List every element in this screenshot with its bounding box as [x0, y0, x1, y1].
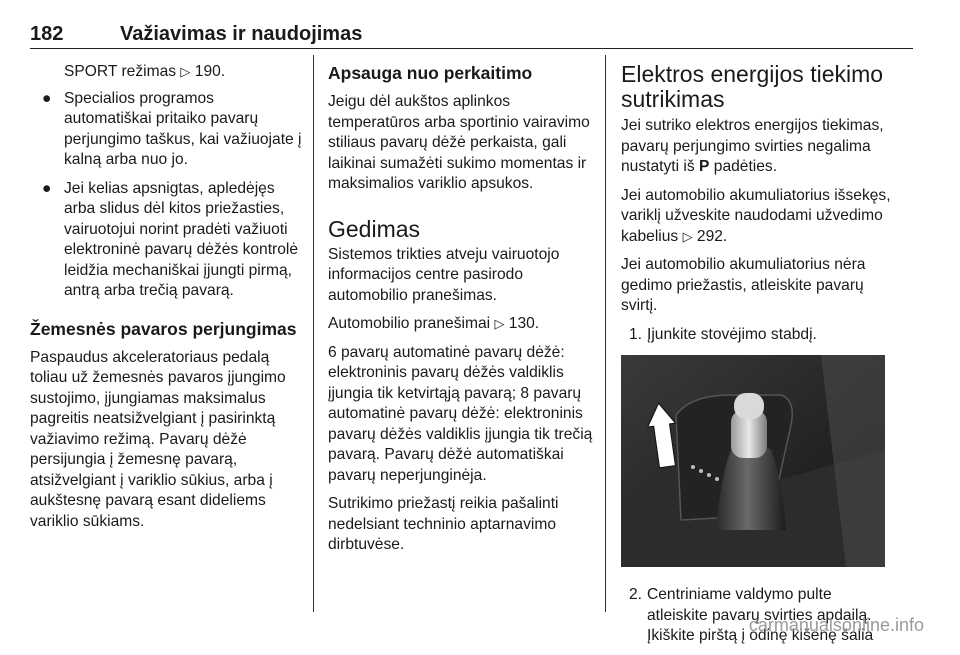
- bullet-text: Specialios programos automatiškai pritaiko pavarų perjungimo taškus, kai važiuojate į kalną arba nuo jo.: [64, 89, 302, 168]
- paragraph-text: Jei sutriko elektros energijos tiekimas, pavarų perjungimo svirties negalima nustatyti iš: [621, 117, 884, 175]
- column-1: [30, 62, 302, 540]
- paragraph: Sutrikimo priežastį reikia pašalinti nedelsiant techninio aptarnavimo dirbtuvėse.: [328, 495, 559, 553]
- page-ref: 130.: [508, 315, 540, 332]
- paragraph: Sistemos trikties atveju vairuotojo informacijos centre pasirodo automobilio pranešimas.: [328, 245, 560, 304]
- list-item: [30, 89, 302, 171]
- paragraph-text: Jei automobilio akumuliatorius išsekęs, variklį užveskite naudodami užvedimo kabelius: [621, 186, 891, 245]
- section-heading: Žemesnės pavaros perjungimas: [30, 318, 297, 339]
- paragraph-text: padėties.: [713, 158, 778, 175]
- lead-ref: 190.: [194, 63, 226, 80]
- page-title: Važiavimas ir naudojimas: [120, 23, 363, 45]
- column-2: [328, 62, 593, 564]
- page-ref-icon: ▷: [180, 64, 191, 79]
- lead-text: SPORT režimas: [64, 63, 177, 80]
- page-ref-icon: ▷: [682, 228, 693, 244]
- paragraph-text: Automobilio pranešimai: [328, 315, 491, 332]
- watermark: carmanualsonline.info: [748, 615, 924, 635]
- paragraph: [328, 314, 593, 335]
- page-header: [0, 0, 960, 50]
- gear-lever-image: [621, 355, 885, 567]
- paragraph: Paspaudus akceleratoriaus pedalą toliau už žemesnės pavaros įjungimo sustojimo, įjungiamas maksimalus pagreitis neatsižvelgiant į pasirinktą važiavimo režimą. Pavarų dėžė persijungia į žemesnę pavarą, atsižvelgiant į variklio sūkius, arba į aukštesnę pavarą esant dideliems variklio sūkiams.: [30, 348, 286, 530]
- section-heading-large: Elektros energijos tiekimo sutrikimas: [621, 61, 884, 112]
- gear-lever-illustration: [621, 355, 885, 567]
- column-divider-2: [605, 55, 606, 612]
- step-text: Centriniame valdymo pulte atleiskite pavarų svirties apdailą. Įkiškite pirštą į odinę kišenę šalia: [647, 586, 874, 644]
- step-text: Įjunkite stovėjimo stabdį.: [647, 325, 817, 343]
- paragraph: [621, 186, 896, 248]
- page-number: 182: [30, 23, 64, 45]
- header-rule: [30, 48, 913, 49]
- paragraph: 6 pavarų automatinė pavarų dėžė: elektroninis pavarų dėžės valdiklis įjungia tik ketvirtąją pavarą; 8 pavarų automatinė pavarų dėžė: elektroninis pavarų dėžės valdiklis įjungia tik trečią pavarą. Pavarų dėžė automatiškai pavarų neperjunginėja.: [328, 343, 593, 484]
- column-divider-1: [313, 55, 314, 612]
- paragraph: Jeigu dėl aukštos aplinkos temperatūros arba sportinio vairavimo stiliaus pavarų dėžė perkaista, gali laikinai sumažėti sukimo momentas ir maksimalios variklio apsukos.: [328, 93, 590, 192]
- continued-paragraph: [30, 62, 302, 83]
- page-ref: 292.: [696, 227, 728, 245]
- bullet-icon: ●: [42, 89, 52, 107]
- step-number: 1.: [629, 325, 643, 343]
- paragraph: Jei automobilio akumuliatorius nėra gedimo priežastis, atleiskite pavarų svirtį.: [621, 256, 866, 314]
- paragraph: [621, 116, 896, 178]
- section-heading-large: Gedimas: [328, 215, 421, 242]
- bullet-text: Jei kelias apsnigtas, apledėjęs arba slidus dėl kitos priežasties, vairuotojui norint pradėti važiuoti elektroninė pavarų dėžės kontrolė leidžia mechaniškai įjungti pirmą, antrą arba trečią pavarą.: [64, 179, 299, 299]
- section-heading: Apsauga nuo perkaitimo: [328, 63, 533, 83]
- bullet-icon: ●: [42, 179, 52, 197]
- page-ref-icon: ▷: [494, 316, 505, 331]
- list-item: [30, 179, 302, 302]
- list-item: [621, 325, 896, 346]
- gear-p-label: P: [699, 158, 710, 175]
- step-number: 2.: [629, 586, 643, 603]
- column-3: [621, 62, 896, 655]
